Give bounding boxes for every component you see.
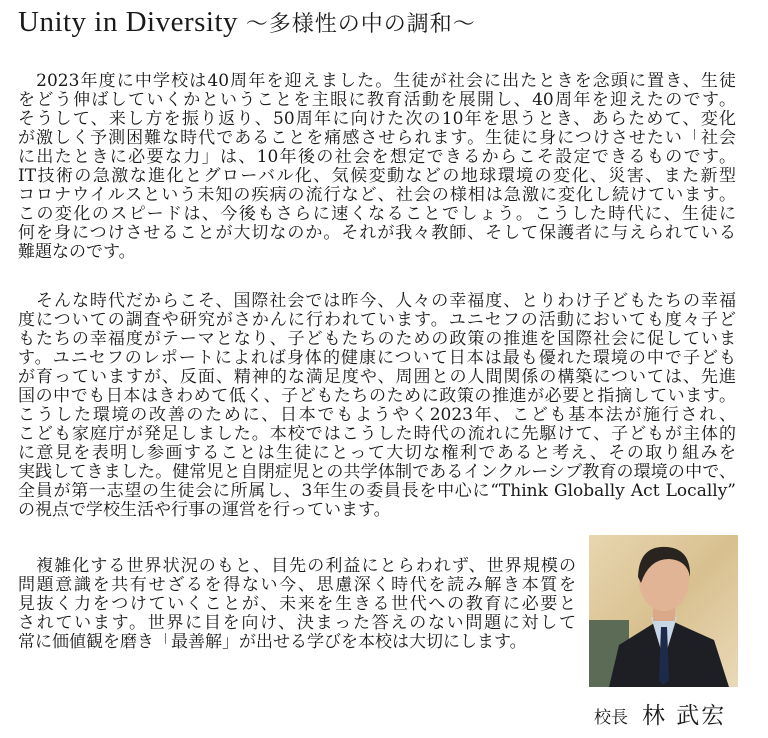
principal-name: 林 武宏 (642, 703, 727, 729)
text-line: IT技術の急激な進化とグローバル化、気候変動などの地球環境の変化、災害、また新型 (18, 167, 736, 186)
title-main: Unity in Diversity (18, 6, 239, 38)
paragraph-3 (18, 557, 576, 652)
text-line: コロナウイルスという未知の疾病の流行など、社会の様相は急激に変化し続けています。 (18, 186, 736, 205)
text-line: 問題意識を共有せざるを得ない今、思慮深く時代を読み解き本質を (18, 576, 576, 595)
text-line: 複雑化する世界状況のもと、目先の利益にとらわれず、世界規模の (18, 557, 576, 576)
text-line: が育っていますが、反面、精神的な満足度や、周囲との人間関係の構築については、先進 (18, 368, 736, 387)
text-line: もたちの幸福度がテーマとなり、子どもたちのための政策の推進を国際社会に促していま (18, 330, 736, 349)
text-line: されています。世界に目を向け、決まった答えのない問題に対して (18, 614, 576, 633)
text-line: この変化のスピードは、今後もさらに速くなることでしょう。こうした時代に、生徒に (18, 205, 736, 224)
text-line: をどう伸ばしていくかということを主眼に教育活動を展開し、40周年を迎えたのです。 (18, 91, 736, 110)
text-line: そんな時代だからこそ、国際社会では昨今、人々の幸福度、とりわけ子どもたちの幸福 (18, 292, 736, 311)
text-line: が激しく予測困難な時代であることを痛感させられます。生徒に身につけさせたい「社会 (18, 129, 736, 148)
paragraph-2 (18, 292, 736, 520)
title-subtitle: ～多様性の中の調和～ (245, 12, 476, 37)
text-line: の視点で学校生活や行事の運営を行っています。 (18, 501, 391, 520)
principal-caption (594, 697, 726, 730)
text-line: 難題なのです。 (18, 243, 136, 262)
text-line: 国の中でも日本はきわめて低く、子どもたちのために政策の推進が必要と指摘しています。 (18, 387, 736, 406)
text-line: 度についての調査や研究がさかんに行われています。ユニセフの活動においても度々子ど (18, 311, 736, 330)
text-line: 2023年度に中学校は40周年を迎えました。生徒が社会に出たときを念頭に置き、生徒 (18, 72, 736, 91)
principal-photo (589, 535, 738, 687)
text-line: 常に価値観を磨き「最善解」が出せる学びを本校は大切にします。 (18, 633, 527, 652)
principal-role: 校長 (594, 708, 628, 728)
text-line: こうした環境の改善のために、日本でもようやく2023年、こども基本法が施行され、 (18, 406, 736, 425)
text-line: 全員が第一志望の生徒会に所属し、3年生の委員長を中心に“Think Globally Act Locally” (18, 482, 736, 501)
text-line: こども家庭庁が発足しました。本校ではこうした時代の流れに先駆けて、子どもが主体的 (18, 425, 736, 444)
page-title (18, 6, 476, 39)
text-line: 見抜く力をつけていくことが、未来を生きる世代への教育に必要と (18, 595, 576, 614)
text-line: す。ユニセフのレポートによれば身体的健康について日本は最も優れた環境の中で子ども (18, 349, 736, 368)
paragraph-1 (18, 72, 736, 262)
text-line: そうして、来し方を振り返り、50周年に向けた次の10年を思うとき、あらためて、変化 (18, 110, 736, 129)
text-line: 何を身につけさせることが大切なのか。それが我々教師、そして保護者に与えられている (18, 224, 736, 243)
text-line: に意見を表明し参画することは生徒にとって大切な権利であると考え、その取り組みを (18, 444, 736, 463)
text-line: に出たときに必要な力」は、10年後の社会を想定できるからこそ設定できるものです。 (18, 148, 736, 167)
text-line: 実践してきました。健常児と自閉症児との共学体制であるインクルーシブ教育の環境の中で、 (18, 463, 736, 482)
